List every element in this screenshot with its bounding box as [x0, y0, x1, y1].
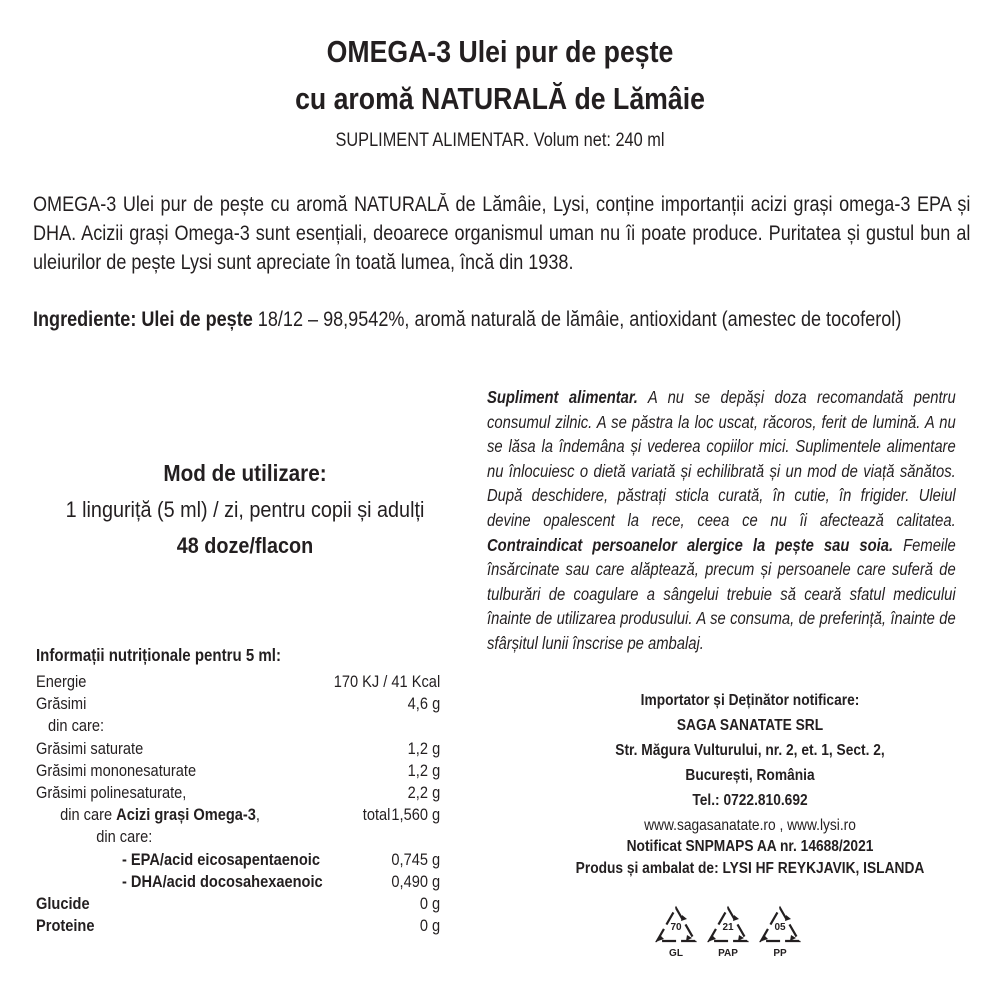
- nutrition-row-epa: [36, 849, 440, 871]
- nutrition-heading: Informații nutriționale pentru 5 ml:: [36, 645, 281, 665]
- warnings-text2: Femeile însărcinate sau care alăptează, precum și persoanele care suferă de tulburări de coagulare a sângelui trebuie să ceară sfatul medicului înainte de utilizarea produsului. A se consuma, de preferință, înainte de sfârșitul lunii înscrise pe ambalaj.: [487, 534, 956, 653]
- nutrition-row-omega3: [36, 804, 440, 826]
- nutrition-row-of-which-2: [36, 826, 440, 848]
- nutrition-row-poly: [36, 782, 440, 804]
- nutrition-row-dha: [36, 871, 440, 893]
- ingredients-text: 18/12 – 98,9542%, aromă naturală de lămâie, antioxidant (amestec de tocoferol): [252, 308, 902, 331]
- nutrition-row-saturated: [36, 738, 440, 760]
- warnings-lead: Supliment alimentar.: [487, 387, 638, 407]
- usage-dose: 1 linguriță (5 ml) / zi, pentru copii și adulți: [65, 497, 425, 522]
- importer-street: Str. Măgura Vulturului, nr. 2, et. 1, Sect. 2,: [615, 742, 885, 759]
- nutrition-row-protein: [36, 915, 440, 937]
- product-title-line2: cu aromă NATURALĂ de Lămâie: [295, 81, 705, 116]
- nutrition-label: Grăsimi polinesaturate,: [36, 783, 187, 802]
- nutrition-value: 1,560 g: [391, 805, 441, 824]
- ingredients-label: Ingrediente: Ulei de pește: [33, 308, 253, 331]
- recycling-symbol-gl: [654, 905, 698, 965]
- nutrition-value: 170 KJ / 41 Kcal: [333, 672, 441, 691]
- warnings-contraindication: Contraindicat persoanelor alergice la pește sau soia.: [487, 534, 894, 555]
- usage-doses-per-bottle: 48 doze/flacon: [176, 533, 314, 558]
- nutrition-value: 0,490 g: [391, 872, 441, 891]
- nutrition-label: din care:: [96, 827, 153, 846]
- product-title-line1: OMEGA-3 Ulei pur de pește: [326, 34, 674, 69]
- product-description: OMEGA-3 Ulei pur de pește cu aromă NATURALĂ de Lămâie, Lysi, conține importanții acizi grași omega-3 EPA și DHA. Acizii grași Omega-3 sunt esențiali, deoarece organismul uman nu îi poate produce. Puritatea și gustul bun al uleiurilor de pește Lysi sunt apreciate în toată lumea, încă din 1938.: [33, 193, 971, 274]
- nutrition-row-carbs: [36, 893, 440, 915]
- nutrition-value: 1,2 g: [407, 761, 441, 780]
- usage-heading: Mod de utilizare:: [163, 460, 327, 486]
- nutrition-row-energy: [36, 671, 440, 693]
- ingredients: [33, 305, 970, 334]
- nutrition-label: din care Acizi grași Omega-3,: [60, 805, 260, 824]
- nutrition-row-mono: [36, 760, 440, 782]
- nutrition-value: 0 g: [419, 916, 441, 935]
- nutrition-label: Grăsimi mononesaturate: [36, 761, 197, 780]
- nutrition-label: - EPA/acid eicosapentaenoic: [122, 850, 320, 869]
- warnings: [487, 385, 956, 656]
- importer-websites: www.sagasanatate.ro , www.lysi.ro: [644, 817, 856, 834]
- recycling-code: PAP: [718, 948, 738, 959]
- recycling-symbol-pp: [758, 905, 802, 965]
- nutrition-label: din care:: [48, 716, 105, 735]
- nutrition-label: - DHA/acid docosahexaenoic: [122, 872, 323, 891]
- producer: Produs și ambalat de: LYSI HF REYKJAVIK, ISLANDA: [575, 860, 925, 877]
- importer-city: București, România: [685, 767, 815, 784]
- nutrition-value: 4,6 g: [407, 694, 441, 713]
- nutrition-label: Grăsimi saturate: [36, 739, 144, 758]
- nutrition-label: Glucide: [36, 894, 90, 913]
- nutrition-total-label: total: [362, 805, 391, 824]
- recycling-number: 70: [670, 922, 682, 933]
- omega3-label: Acizi grași Omega-3: [116, 805, 256, 824]
- nutrition-value: 0,745 g: [391, 850, 441, 869]
- warnings-text1: A nu se depăși doza recomandată pentru consumul zilnic. A se păstra la loc uscat, răcoros, ferit de lumină. A nu se lăsa la îndemâna și vederea copiilor mici. Suplimentele alimentare nu înlocuiesc o dietă variată și echilibrată și un mod de viață sănătos. După deschidere, păstrați sticla curată, în cutie, în frigider. Uleiul devine opalescent la rece, ceea ce nu îi afectează calitatea.: [487, 387, 956, 530]
- recycling-number: 05: [774, 922, 786, 933]
- nutrition-label: Grăsimi: [36, 694, 87, 713]
- recycling-number: 21: [722, 922, 734, 933]
- importer-heading: Importator și Deținător notificare:: [640, 692, 860, 709]
- nutrition-row-fat: [36, 693, 440, 715]
- nutrition-value: 2,2 g: [407, 783, 441, 802]
- recycling-code: GL: [669, 948, 683, 959]
- product-subtitle: SUPLIMENT ALIMENTAR. Volum net: 240 ml: [335, 130, 665, 151]
- nutrition-label: Proteine: [36, 916, 95, 935]
- nutrition-value: 1,2 g: [407, 739, 441, 758]
- nutrition-value: 0 g: [419, 894, 441, 913]
- recycling-code: PP: [773, 948, 787, 959]
- importer-company: SAGA SANATATE SRL: [676, 717, 824, 734]
- importer-phone: Tel.: 0722.810.692: [692, 792, 808, 809]
- nutrition-label: Energie: [36, 672, 87, 691]
- notification-number: Notificat SNPMAPS AA nr. 14688/2021: [626, 838, 874, 855]
- nutrition-row-of-which: [36, 715, 440, 737]
- recycling-symbol-pap: [706, 905, 750, 965]
